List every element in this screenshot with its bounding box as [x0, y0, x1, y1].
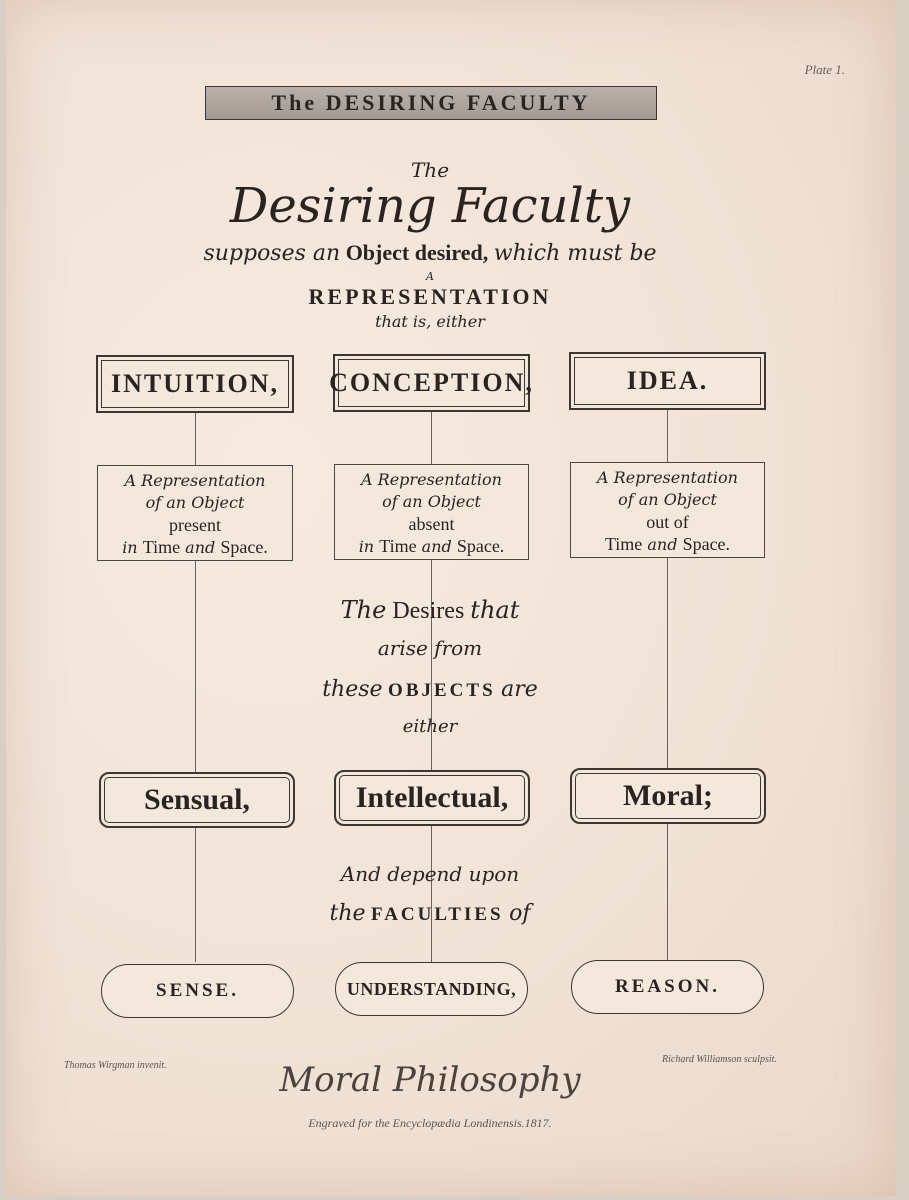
description-box-conception: [334, 464, 529, 560]
faculty-oval-reason: [571, 960, 764, 1014]
desire-frame-intellectual: [334, 770, 530, 826]
description-line-time-space: in Time and Space.: [122, 537, 268, 557]
desire-label: Moral;: [623, 779, 713, 812]
description-line: out of: [646, 512, 689, 532]
intro-a: A: [426, 270, 434, 283]
category-title: INTUITION,: [110, 369, 280, 398]
footer-title: Moral Philosophy: [279, 1060, 581, 1100]
description-line-time-space: Time and Space.: [604, 534, 731, 554]
depend-line-1: And depend upon: [340, 862, 520, 886]
faculty-label: SENSE.: [156, 980, 239, 1001]
desires-line-4: either: [402, 716, 458, 737]
plate-number: Plate 1.: [804, 62, 845, 77]
footer-designer: Thomas Wirgman invenit.: [64, 1060, 167, 1071]
category-box-idea: [569, 352, 766, 410]
intro-desiring-faculty: Desiring Faculty: [229, 178, 631, 234]
description-line: present: [169, 515, 221, 535]
intro-supposes: supposes an: [203, 241, 341, 266]
description-line: of an Object: [382, 492, 481, 511]
intro-which: which must be: [493, 241, 657, 266]
faculty-label: UNDERSTANDING,: [346, 978, 517, 999]
category-box-intuition: [96, 355, 294, 413]
footer-engraver: Richard Williamson sculpsit.: [662, 1054, 777, 1065]
intro-object: Object desired,: [345, 240, 489, 265]
desires-line-2: arise from: [377, 636, 483, 660]
desires-line-1: The Desires that: [340, 596, 520, 624]
desire-label: Intellectual,: [355, 781, 509, 814]
desire-label: Sensual,: [144, 783, 250, 816]
description-line: absent: [408, 514, 455, 534]
faculty-label: REASON.: [615, 976, 720, 997]
intro-the: The: [410, 158, 450, 182]
description-box-intuition: [97, 465, 293, 561]
intro-line-object: [0, 240, 860, 266]
title-banner: [205, 86, 657, 120]
description-line: A Representation: [597, 468, 738, 487]
intro-representation: REPRESENTATION: [308, 284, 552, 309]
intro-that: that is, either: [375, 312, 485, 331]
desire-frame-sensual: [99, 772, 295, 828]
desires-line-3: these OBJECTS are: [322, 677, 538, 702]
description-box-idea: [570, 462, 765, 558]
description-line: A Representation: [361, 470, 502, 489]
category-box-conception: [329, 354, 534, 412]
faculty-oval-understanding: [335, 962, 528, 1016]
description-line: of an Object: [618, 490, 717, 509]
desire-frame-moral: [570, 768, 766, 824]
faculty-oval-sense: [101, 964, 294, 1018]
description-line-time-space: in Time and Space.: [358, 536, 505, 556]
footer-engraved: Engraved for the Encyclopædia Londinensis.1817.: [308, 1116, 552, 1130]
depend-line-2: the FACULTIES of: [329, 901, 531, 926]
category-title: IDEA.: [626, 366, 709, 395]
description-line: of an Object: [145, 493, 245, 512]
category-title: CONCEPTION,: [329, 368, 534, 397]
banner-title: The DESIRING FACULTY: [271, 90, 591, 115]
description-line: A Representation: [124, 471, 266, 490]
